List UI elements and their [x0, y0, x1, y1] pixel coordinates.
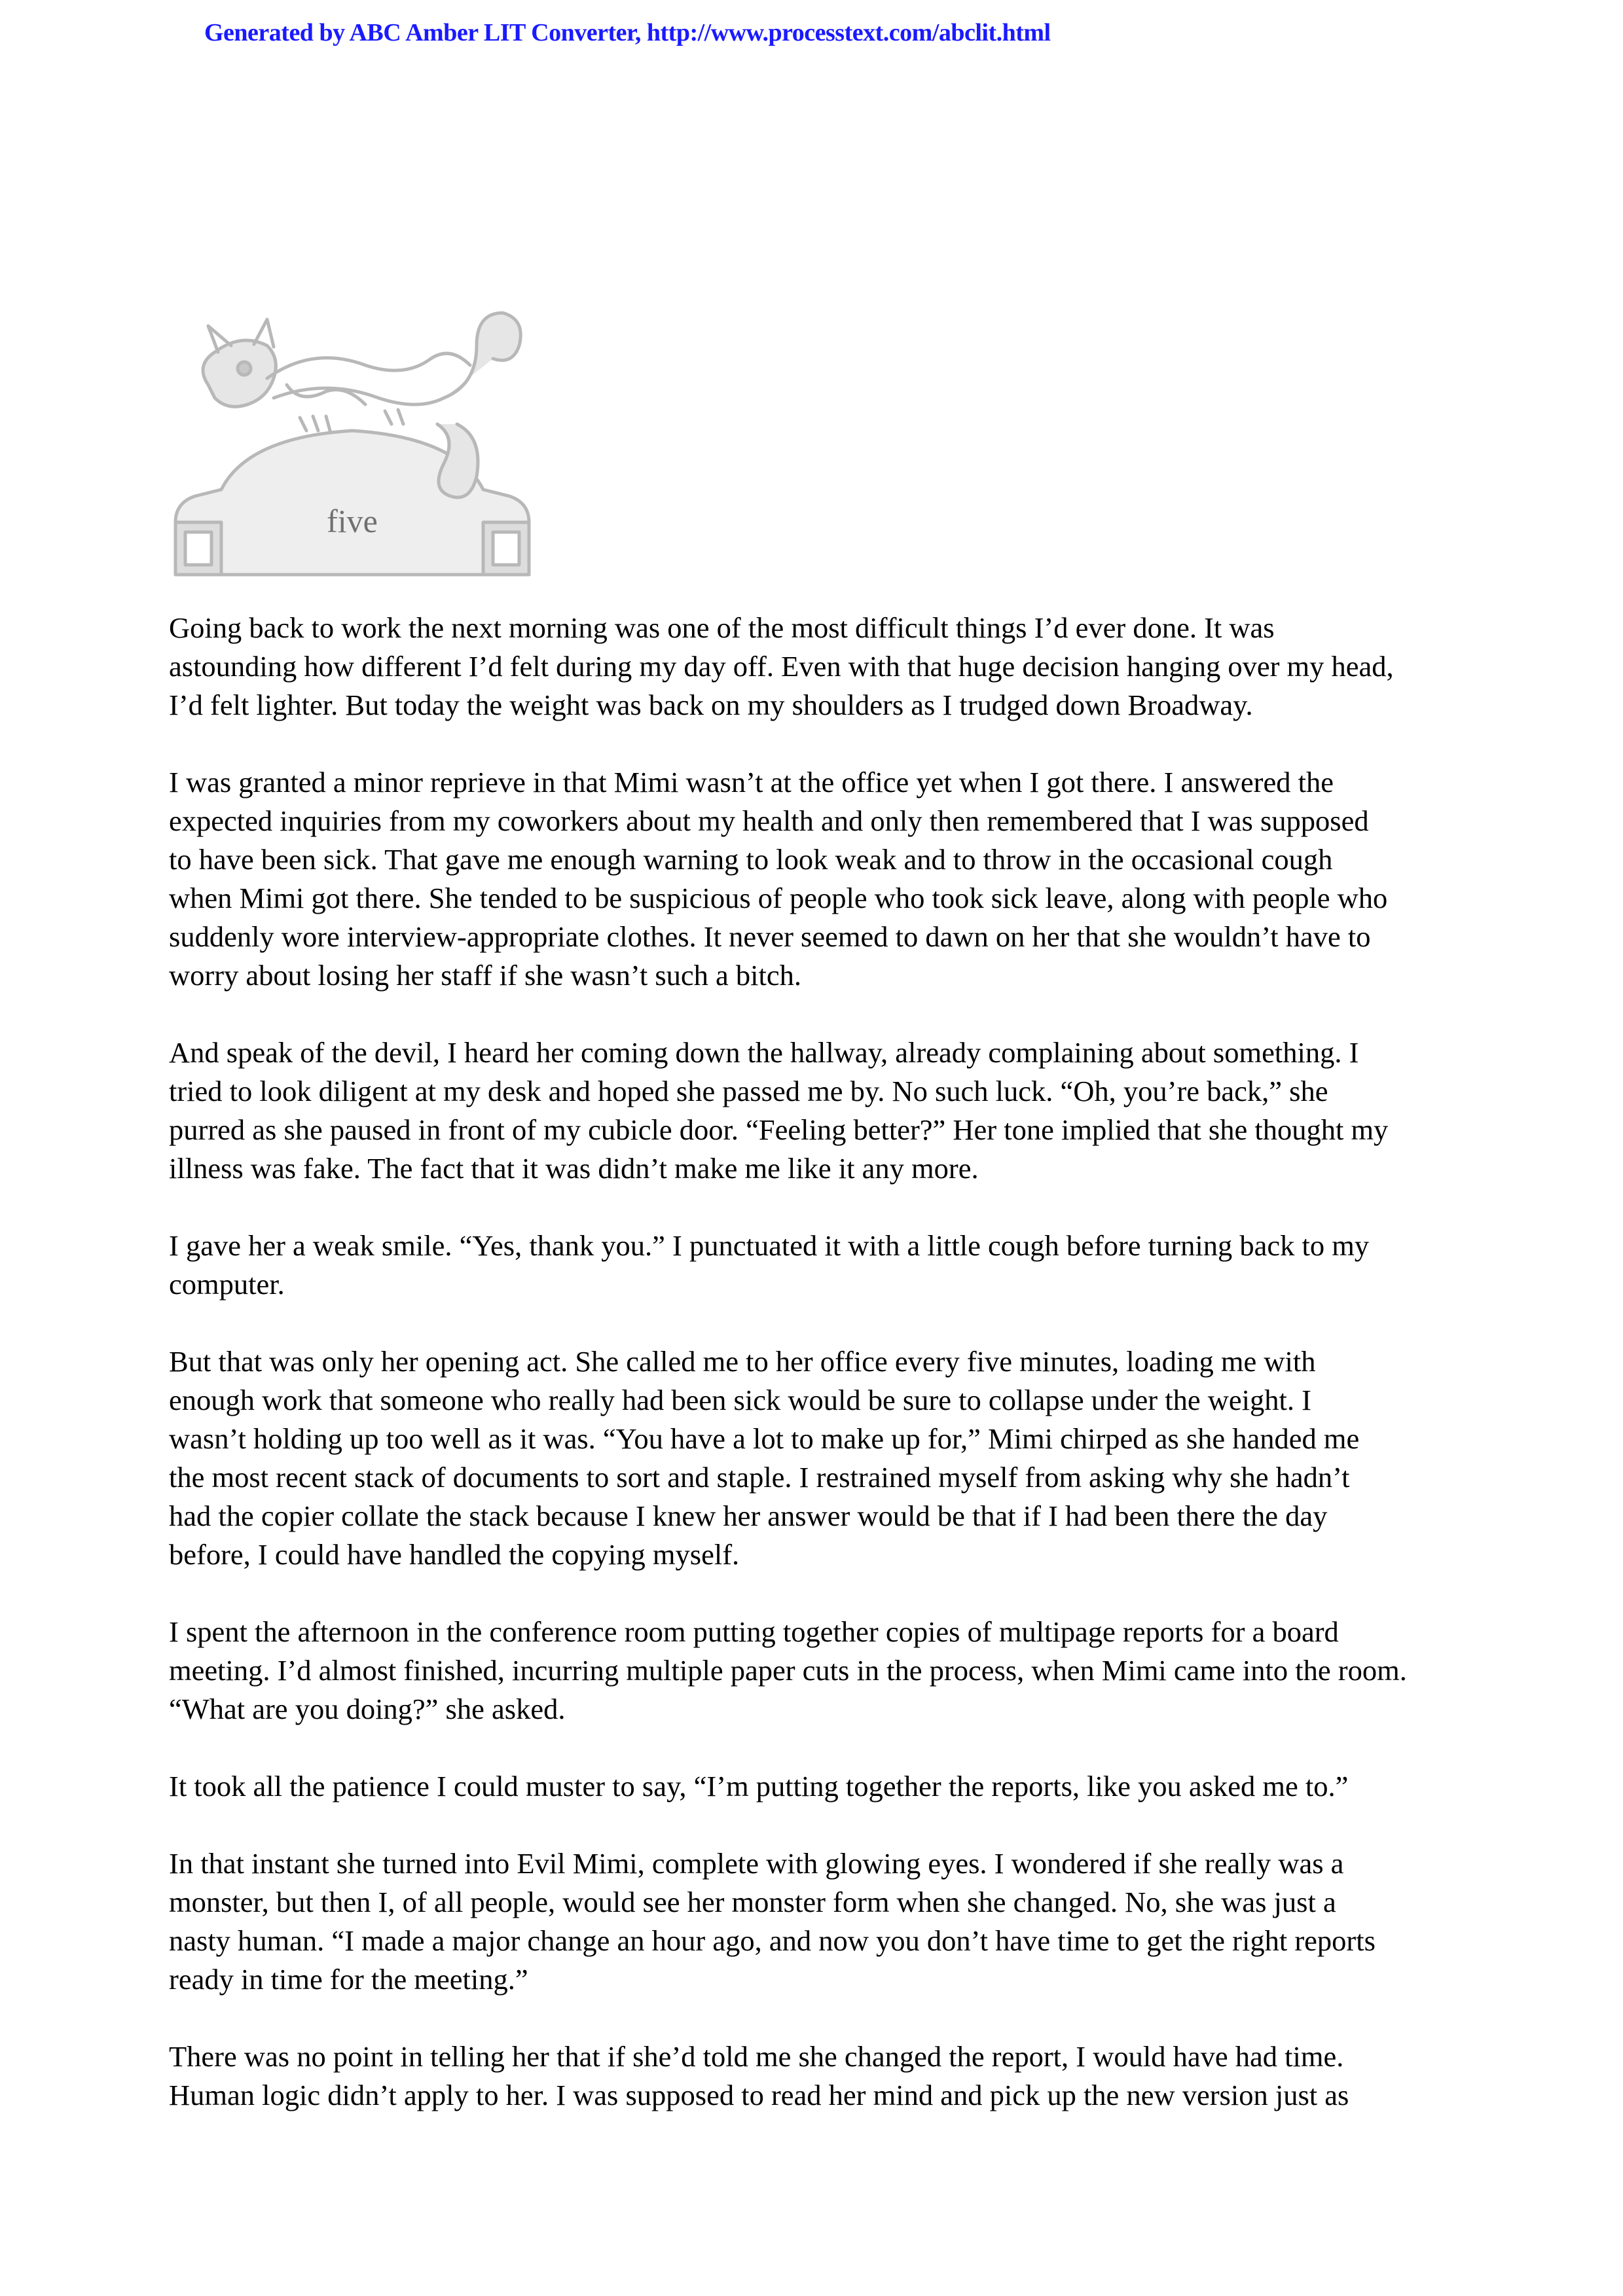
paragraph: And speak of the devil, I heard her coming down the hallway, already complaining about something. I tried to look diligent at my desk and hoped she passed me by. No such luck. “Oh, you’re back,” she purred as she paused in front of my cubicle door. “Feeling better?” Her tone implied that she thought my illness was fake. The fact that it was didn’t make me like it any more. [169, 1036, 1389, 1185]
converter-header-link[interactable]: Generated by ABC Amber LIT Converter, http://www.processtext.com/abclit.html [204, 19, 1051, 46]
chapter-number-label: five [327, 503, 378, 539]
paragraph: In that instant she turned into Evil Mimi, complete with glowing eyes. I wondered if she really was a monster, but then I, of all people, would see her monster form when she changed. No, she was just a nasty human. “I made a major change an hour ago, and now you don’t have time to get the right reports ready in time for the meeting.” [169, 1847, 1376, 1996]
chapter-body [169, 609, 1478, 2153]
paragraph: But that was only her opening act. She called me to her office every five minutes, loading me with enough work that someone who really had been sick would be sure to collapse under the weight. I wasn’t holding up too well as it was. “You have a lot to make up for,” Mimi chirped as she handed me the most recent stack of documents to sort and staple. I restrained myself from asking why she hadn’t had the copier collate the stack because I knew her answer would be that if I had been there the day before, I could have handled the copying myself. [169, 1345, 1360, 1571]
paragraph: It took all the patience I could muster to say, “I’m putting together the reports, like you asked me to.” [169, 1770, 1349, 1803]
paragraph: I gave her a weak smile. “Yes, thank you.” I punctuated it with a little cough before turning back to my computer. [169, 1229, 1370, 1300]
paragraph: I spent the afternoon in the conference room putting together copies of multipage reports for a board meeting. I’d almost finished, incurring multiple paper cuts in the process, when Mimi came into the room. “What are you doing?” she asked. [169, 1615, 1407, 1725]
paragraph: There was no point in telling her that if she’d told me she changed the report, I would have had time. Human logic didn’t apply to her. I was supposed to read her mind and pick up the new version just as [169, 2040, 1349, 2111]
paragraph: I was granted a minor reprieve in that Mimi wasn’t at the office yet when I got there. I answered the expected inquiries from my coworkers about my health and only then remembered that I was supposed to have been sick. That gave me enough warning to look weak and to throw in the occasional cough when Mimi got there. She tended to be suspicious of people who took sick leave, along with people who suddenly wore interview-appropriate clothes. It never seemed to dawn on her that she wouldn’t have to worry about losing her staff if she wasn’t such a bitch. [169, 766, 1388, 992]
chapter-illustration [169, 306, 536, 581]
dragon-illustration-icon [169, 306, 536, 581]
paragraph: Going back to work the next morning was one of the most difficult things I’d ever done. It was astounding how different I’d felt during my day off. Even with that huge decision hanging over my head, I’d felt lighter. But today the weight was back on my shoulders as I trudged down Broadway. [169, 611, 1394, 721]
